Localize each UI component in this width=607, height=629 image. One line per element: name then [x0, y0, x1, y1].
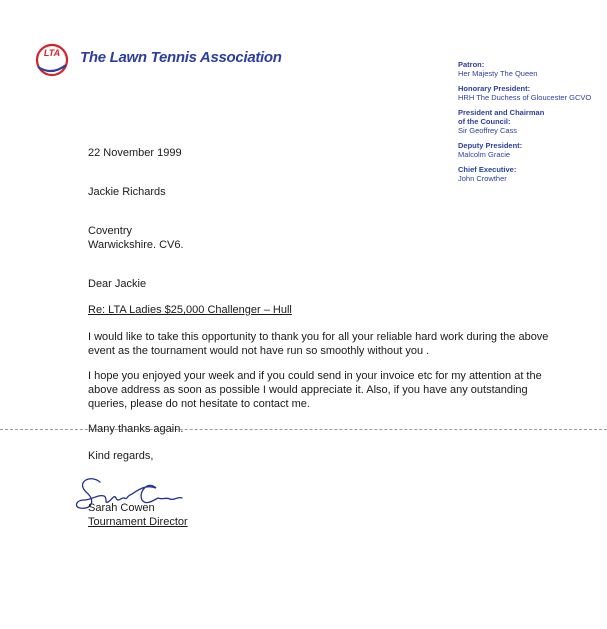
officers-list: [458, 60, 603, 189]
sender-title: Tournament Director: [88, 516, 188, 528]
subject-line: Re: LTA Ladies $25,000 Challenger – Hull: [88, 304, 292, 316]
letter-date: 22 November 1999: [88, 147, 182, 159]
salutation: Dear Jackie: [88, 278, 147, 290]
officer-chief-executive: [458, 165, 603, 183]
officer-role: Honorary President:: [458, 84, 531, 93]
officer-role: Deputy President:: [458, 141, 523, 150]
officer-role: Patron:: [458, 60, 485, 69]
body-paragraph-2: I hope you enjoyed your week and if you could send in your invoice etc for my attention at the above address as soon as possible I would appreciate it. Also, if you have any outstanding queries, please do not hesitate to contact me.: [88, 370, 542, 410]
officer-president: [458, 108, 603, 135]
officer-role: President and Chairman of the Council:: [458, 108, 545, 126]
address-line-1: Coventry: [88, 225, 133, 237]
officer-name: John Crowther: [458, 174, 507, 183]
officer-name: Sir Geoffrey Cass: [458, 126, 518, 135]
officer-patron: [458, 60, 603, 78]
thanks-line: Many thanks again.: [88, 423, 184, 435]
closing: Kind regards,: [88, 450, 154, 462]
officer-role: Chief Executive:: [458, 165, 517, 174]
lta-logo-icon: [32, 40, 72, 80]
officer-name: HRH The Duchess of Gloucester GCVO: [458, 93, 592, 102]
recipient-name: Jackie Richards: [88, 186, 166, 198]
officer-name: Her Majesty The Queen: [458, 69, 538, 78]
body-paragraph-1: I would like to take this opportunity to thank you for all your reliable hard work during the above event as the tournament would not have run so smoothly without you .: [88, 331, 549, 357]
officer-honorary-president: [458, 84, 603, 102]
officer-deputy-president: [458, 141, 603, 159]
sender-name: Sarah Cowen: [88, 502, 155, 514]
address-line-2: Warwickshire. CV6.: [88, 239, 184, 251]
organization-name: The Lawn Tennis Association: [80, 49, 282, 66]
officer-name: Malcolm Gracie: [458, 150, 511, 159]
logo-text: LTA: [43, 48, 61, 58]
